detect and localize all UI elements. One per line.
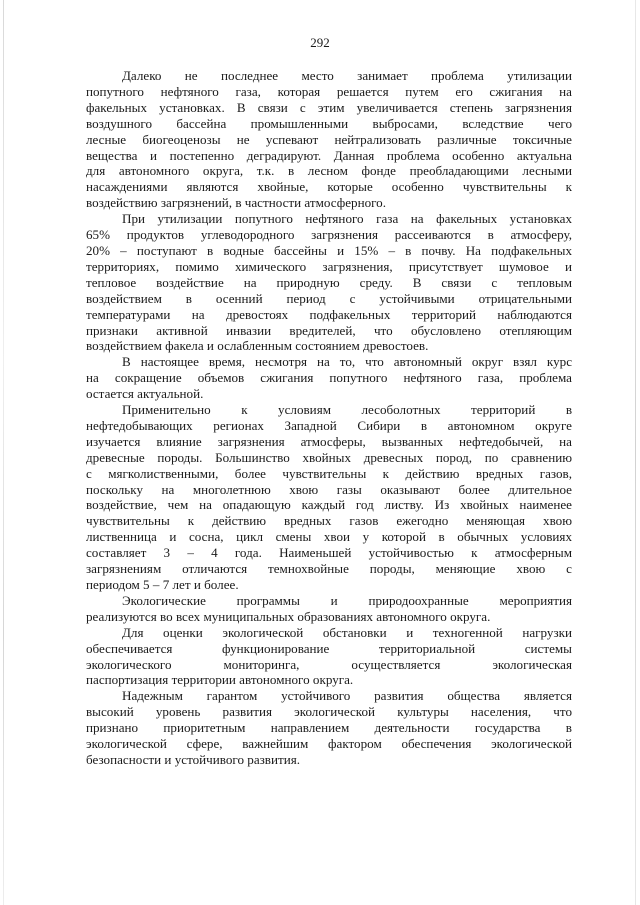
text-line: паспортизация территории автономного округа. xyxy=(86,672,354,688)
text-line: изучается влияние загрязнения атмосферы, вызванных нефтедобычей, на xyxy=(86,433,572,449)
text-line: воздействием в осенний период с устойчивыми отрицательными xyxy=(86,290,572,306)
text-line: 65% продуктов углеводородного загрязнения рассеиваются в атмосферу, xyxy=(86,227,572,243)
text-line: периодом 5 – 7 лет и более. xyxy=(86,577,239,592)
text-line: воздействием факела и ослабленным состоянием древостоев. xyxy=(86,338,429,354)
text-line: экологического мониторинга, осуществляется экологическая xyxy=(86,656,572,672)
paragraph xyxy=(86,593,572,625)
text-line: В настоящее время, несмотря на то, что автономный округ взял курс xyxy=(122,354,572,370)
paragraph xyxy=(86,625,572,689)
text-line: попутного нефтяного газа, которая решается путем его сжигания на xyxy=(86,83,572,99)
text-line: воздушного бассейна промышленными выбросами, вследствие чего xyxy=(86,115,572,131)
text-line: Применительно к условиям лесоболотных территорий в xyxy=(122,402,572,418)
text-line: обеспечивается функционирование территориальной системы xyxy=(86,640,572,656)
text-line: Для оценки экологической обстановки и техногенной нагрузки xyxy=(122,624,572,640)
text-line: признаки активной инвазии вредителей, что обусловлено отепляющим xyxy=(86,322,572,338)
text-line: воздействию загрязнений, в частности атмосферного. xyxy=(86,195,386,211)
text-line: экологической сфере, важнейшим фактором обеспечения экологической xyxy=(86,736,572,752)
text-line: древесные породы. Большинство хвойных древесных пород, по сравнению xyxy=(86,449,572,465)
text-line: Экологические программы и природоохранные мероприятия xyxy=(122,592,572,608)
text-line: факельных установках. В связи с этим увеличивается степень загрязнения xyxy=(86,99,572,115)
text-line: лиственница и сосна, цикл смены хвои у которой в обычных условиях xyxy=(86,529,572,545)
text-line: Надежным гарантом устойчивого развития общества является xyxy=(122,688,572,704)
scan-edge-left xyxy=(3,0,4,905)
text-line: для автономного округа, т.к. в лесном фонде преобладающими лесными xyxy=(86,163,572,179)
text-line: реализуются во всех муниципальных образованиях автономного округа. xyxy=(86,608,491,624)
text-line: остается актуальной. xyxy=(86,386,204,402)
paragraph xyxy=(86,402,572,593)
paragraph xyxy=(86,688,572,768)
text-line: с мягколиственными, более чувствительны к действию вредных газов, xyxy=(86,465,572,481)
paragraph xyxy=(86,211,572,354)
text-line: территориях, помимо химического загрязнения, присутствует шумовое и xyxy=(86,258,572,274)
text-line: чувствительны к действию вредных газов ежегодно меняющая хвою xyxy=(86,513,572,529)
text-line: насаждениями являются хвойные, которые особенно чувствительны к xyxy=(86,179,572,195)
text-line: безопасности и устойчивого развития. xyxy=(86,751,301,767)
paragraph xyxy=(86,68,572,211)
text-line: тепловое воздействие на природную среду. В связи с тепловым xyxy=(86,274,572,290)
text-line: Далеко не последнее место занимает проблема утилизации xyxy=(122,68,572,83)
body-text xyxy=(86,68,572,768)
text-line: температурами на древостоях подфакельных территорий наблюдаются xyxy=(86,306,572,322)
text-line: поскольку на многолетнюю хвою газы оказывают более длительное xyxy=(86,481,572,497)
page-number: 292 xyxy=(310,35,330,50)
text-line: При утилизации попутного нефтяного газа на факельных установках xyxy=(122,211,572,227)
scan-edge-right xyxy=(635,0,636,905)
text-line: воздействие, чем на опадающую каждый год листву. Из хвойных наименее xyxy=(86,497,572,513)
text-line: высокий уровень развития экологической культуры населения, что xyxy=(86,704,572,720)
text-line: 20% – поступают в водные бассейны и 15% – в почву. На подфакельных xyxy=(86,242,572,258)
text-line: составляет 3 – 4 года. Наименьшей устойчивостью к атмосферным xyxy=(86,545,572,561)
text-line: загрязнениям отличаются темнохвойные породы, меняющие хвою с xyxy=(86,561,572,577)
text-line: нефтедобывающих регионах Западной Сибири в автономном округе xyxy=(86,417,572,433)
text-line: признано приоритетным направлением деятельности государства в xyxy=(86,720,572,736)
text-line: лесные биогеоценозы не успевают нейтрализовать различные токсичные xyxy=(86,131,572,147)
text-line: на сокращение объемов сжигания попутного нефтяного газа, проблема xyxy=(86,370,572,386)
paragraph xyxy=(86,354,572,402)
text-line: вещества и постепенно деградируют. Данная проблема особенно актуальна xyxy=(86,147,572,163)
